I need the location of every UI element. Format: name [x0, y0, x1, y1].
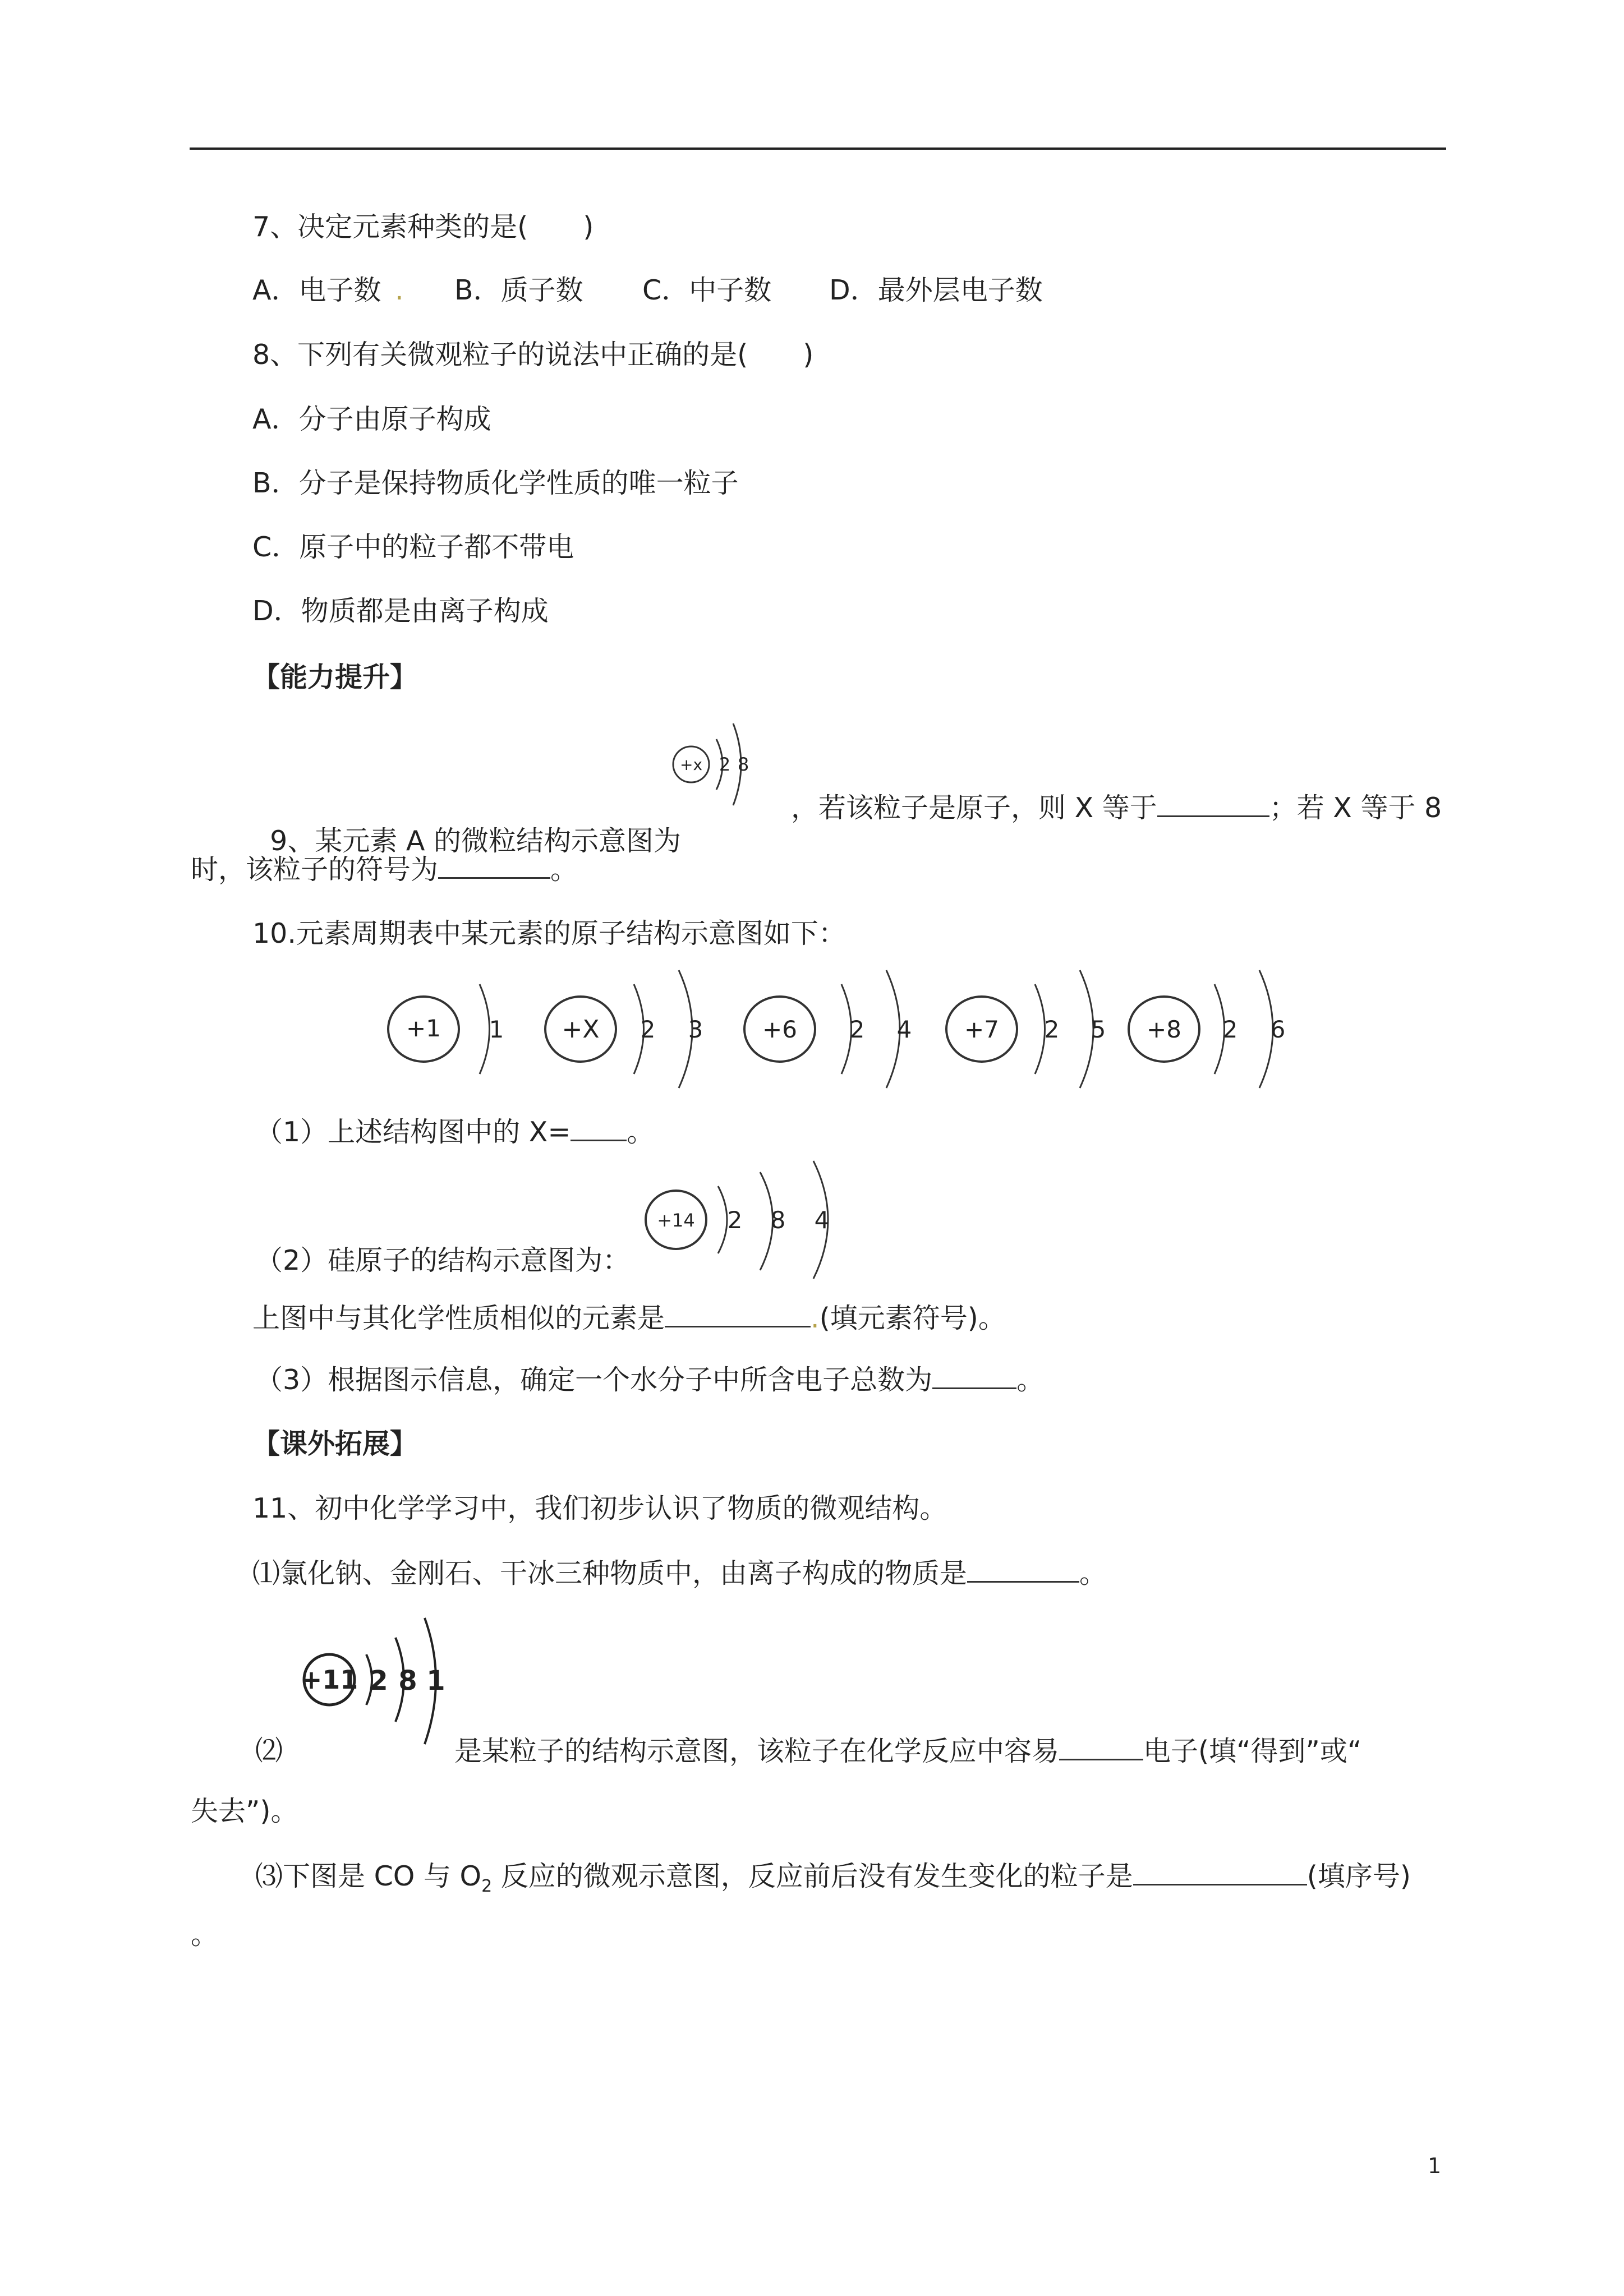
section-extension-heading: 【课外拓展】 [252, 1428, 418, 1460]
na-shell-1: 2 [369, 1665, 388, 1696]
na-structure-diagram [300, 1612, 457, 1753]
q10-diagram-3-shell-2: 4 [896, 1016, 912, 1043]
q11-p1-text: ⑴氯化钠、金刚石、干冰三种物质中，由离子构成的物质是 [252, 1557, 968, 1589]
q10-diagram-5-shell-2: 6 [1270, 1016, 1286, 1043]
q7-stem: 7、决定元素种类的是( ) [252, 211, 594, 243]
q9-nucleus-label: +x [679, 755, 703, 774]
q10-diagram-4-shell-1: 2 [1044, 1016, 1060, 1043]
q11-part3 [255, 1859, 1411, 1903]
na-shell-3: 1 [426, 1665, 445, 1696]
page-number: 1 [1428, 2154, 1442, 2178]
q11-part2-line2: 失去”)。 [191, 1795, 298, 1827]
q11-p1-end: 。 [1079, 1557, 1107, 1589]
q9-text-b: ，若该粒子是原子，则 X 等于 [791, 792, 1157, 824]
si-nucleus-label: +14 [657, 1210, 695, 1231]
q9-blank-symbol[interactable] [438, 852, 550, 879]
q9-shell-2: 8 [737, 754, 749, 775]
q10-blank-x[interactable] [571, 1115, 627, 1141]
si-shell-1: 2 [727, 1206, 743, 1234]
q8-option-c: C．原子中的粒子都不带电 [252, 531, 574, 563]
q8-option-b: B．分子是保持物质化学性质的唯一粒子 [252, 467, 739, 499]
q8-stem: 8、下列有关微观粒子的说法中正确的是( ) [252, 339, 814, 371]
q10-diagram-4-shell-2: 5 [1091, 1016, 1106, 1043]
si-shell-2: 8 [770, 1206, 786, 1234]
q9-line2-b: 。 [550, 854, 578, 886]
q7-option-c: C．中子数 [642, 274, 772, 306]
q9-blank-x[interactable] [1157, 791, 1269, 817]
q10-part1 [255, 1115, 654, 1149]
q10-p1-end: 。 [627, 1116, 655, 1148]
q10-p2-line2-text: 上图中与其化学性质相似的元素是 [252, 1302, 665, 1334]
q11-p2-end: 电子(填“得到”或“ [1143, 1735, 1362, 1767]
q10-diagram-2-shell-2: 3 [688, 1016, 703, 1043]
q10-diagram-4-nucleus: +7 [964, 1016, 999, 1043]
stray-mark: . [811, 1302, 820, 1334]
q11-p3-subscript: 2 [481, 1876, 493, 1896]
q10-structure-diagrams [387, 965, 1318, 1094]
q7-option-b: B．质子数 [454, 274, 583, 306]
q11-p2-text: 是某粒子的结构示意图，该粒子在化学反应中容易 [454, 1735, 1060, 1767]
q10-diagram-3-nucleus: +6 [762, 1016, 797, 1043]
q10-diagram-1-nucleus: +1 [406, 1015, 441, 1042]
q11-blank-electron[interactable] [1059, 1734, 1143, 1760]
q10-diagram-2-nucleus: +X [562, 1015, 600, 1044]
q9-text-a: 9、某元素 A 的微粒结构示意图为 [270, 825, 682, 857]
q10-p2-line2-end: (填元素符号)。 [819, 1302, 1006, 1334]
q10-part2-line2 [252, 1301, 1006, 1335]
q11-p3-end: (填序号) [1306, 1860, 1411, 1892]
q8-option-d: D．物质都是由离子构成 [252, 595, 549, 627]
header-rule [190, 147, 1446, 150]
na-shell-2: 8 [398, 1665, 417, 1696]
q10-part2: （2）硅原子的结构示意图为： [255, 1244, 631, 1276]
q10-part3 [255, 1363, 1044, 1397]
q9-text-c: ；若 X 等于 8 [1269, 792, 1442, 824]
section-ability-heading: 【能力提升】 [252, 661, 418, 693]
q11-part1 [252, 1556, 1107, 1590]
q9-line2 [191, 852, 578, 887]
q10-diagram-1-shell-1: 1 [489, 1016, 504, 1043]
q11-p3-text: ⑶下图是 CO 与 O [255, 1860, 482, 1892]
q9-line1-right [791, 791, 1442, 825]
q10-diagram-2-shell-1: 2 [640, 1016, 656, 1043]
q10-blank-element[interactable] [665, 1301, 811, 1327]
q11-blank-ionic[interactable] [967, 1556, 1079, 1583]
q7-option-d: D．最外层电子数 [829, 274, 1043, 306]
q9-shell-1: 2 [719, 754, 731, 775]
q11-part3-line2: 。 [191, 1919, 219, 1951]
q10-diagram-5-shell-1: 2 [1222, 1016, 1238, 1043]
q8-option-a: A．分子由原子构成 [252, 403, 491, 435]
q9-line2-a: 时，该粒子的符号为 [191, 854, 439, 886]
q11-part2-prefix: ⑵ [255, 1735, 283, 1767]
si-structure-diagram [645, 1161, 847, 1279]
q11-stem: 11、初中化学学习中，我们初步认识了物质的微观结构。 [252, 1492, 947, 1524]
q7-option-a: A．电子数 [252, 274, 381, 306]
si-shell-3: 4 [814, 1206, 830, 1234]
q10-p1-text: （1）上述结构图中的 X= [255, 1116, 571, 1148]
q10-blank-electrons[interactable] [932, 1363, 1016, 1389]
stray-mark: . [395, 274, 404, 306]
q11-p3-text-b: 反应的微观示意图，反应前后没有发生变化的粒子是 [492, 1860, 1133, 1892]
q11-blank-particle[interactable] [1133, 1859, 1307, 1885]
q10-diagram-3-shell-1: 2 [849, 1016, 865, 1043]
q11-part2 [454, 1734, 1361, 1768]
q10-p3-end: 。 [1016, 1364, 1045, 1396]
q10-stem: 10.元素周期表中某元素的原子结构示意图如下： [252, 918, 846, 949]
na-nucleus-label: +11 [300, 1665, 358, 1695]
q10-p3-text: （3）根据图示信息，确定一个水分子中所含电子总数为 [255, 1364, 933, 1396]
q10-diagram-5-nucleus: +8 [1147, 1016, 1181, 1043]
q9-line1 [252, 791, 681, 858]
